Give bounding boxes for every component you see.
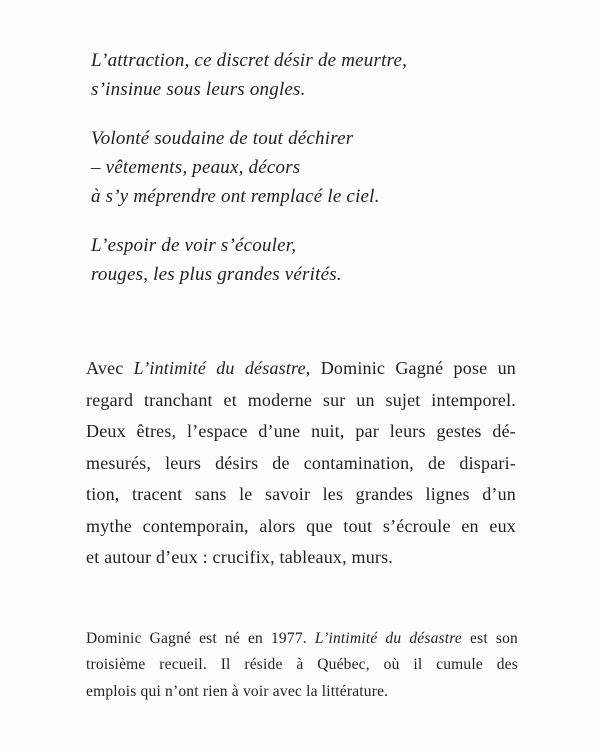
bio-line: troisième recueil. Il réside à Québec, où il cumule des <box>86 656 518 673</box>
book-title-italic: L’intimité du désastre <box>314 629 463 647</box>
poem-line: rouges, les plus grandes vérités. <box>91 264 342 285</box>
poem-line: L’attraction, ce discret désir de meurtre, <box>91 50 408 71</box>
synopsis-paragraph <box>86 353 516 574</box>
bio-text: est son <box>462 629 518 647</box>
synopsis-line: mesurés, leurs désirs de contamination, de dispari- <box>86 452 516 473</box>
synopsis-line: tion, tracent sans le savoir les grandes lignes d’un <box>86 484 516 504</box>
synopsis-line: mythe contemporain, alors que tout s’écroule en eux <box>86 515 516 536</box>
poem-line: s’insinue sous leurs ongles. <box>91 79 306 100</box>
poem-excerpt <box>91 46 516 289</box>
synopsis-line: Deux êtres, l’espace d’une nuit, par leurs gestes dé- <box>86 421 516 441</box>
synopsis-line: regard tranchant et moderne sur un sujet intemporel. <box>86 389 516 410</box>
poem-line: Volonté soudaine de tout déchirer <box>91 128 354 149</box>
author-bio-paragraph <box>86 626 518 706</box>
synopsis-line: et autour d’eux : crucifix, tableaux, murs. <box>86 547 393 567</box>
poem-stanza-3 <box>91 231 516 289</box>
bio-text: Dominic Gagné est né en 1977. <box>86 629 315 647</box>
poem-stanza-1 <box>91 46 516 104</box>
bio-line <box>86 626 518 653</box>
poem-stanza-2 <box>91 124 516 211</box>
poem-line: à s’y méprendre ont remplacé le ciel. <box>91 186 380 207</box>
book-title-italic: L’intimité du désastre <box>133 358 306 378</box>
synopsis-text: , Dominic Gagné pose un <box>305 358 516 378</box>
synopsis-line <box>86 353 516 385</box>
poem-line: L’espoir de voir s’écouler, <box>91 235 297 256</box>
poem-line: – vêtements, peaux, décors <box>91 157 301 178</box>
synopsis-text: Avec <box>86 358 134 378</box>
bio-line: emplois qui n’ont rien à voir avec la littérature. <box>86 682 389 700</box>
